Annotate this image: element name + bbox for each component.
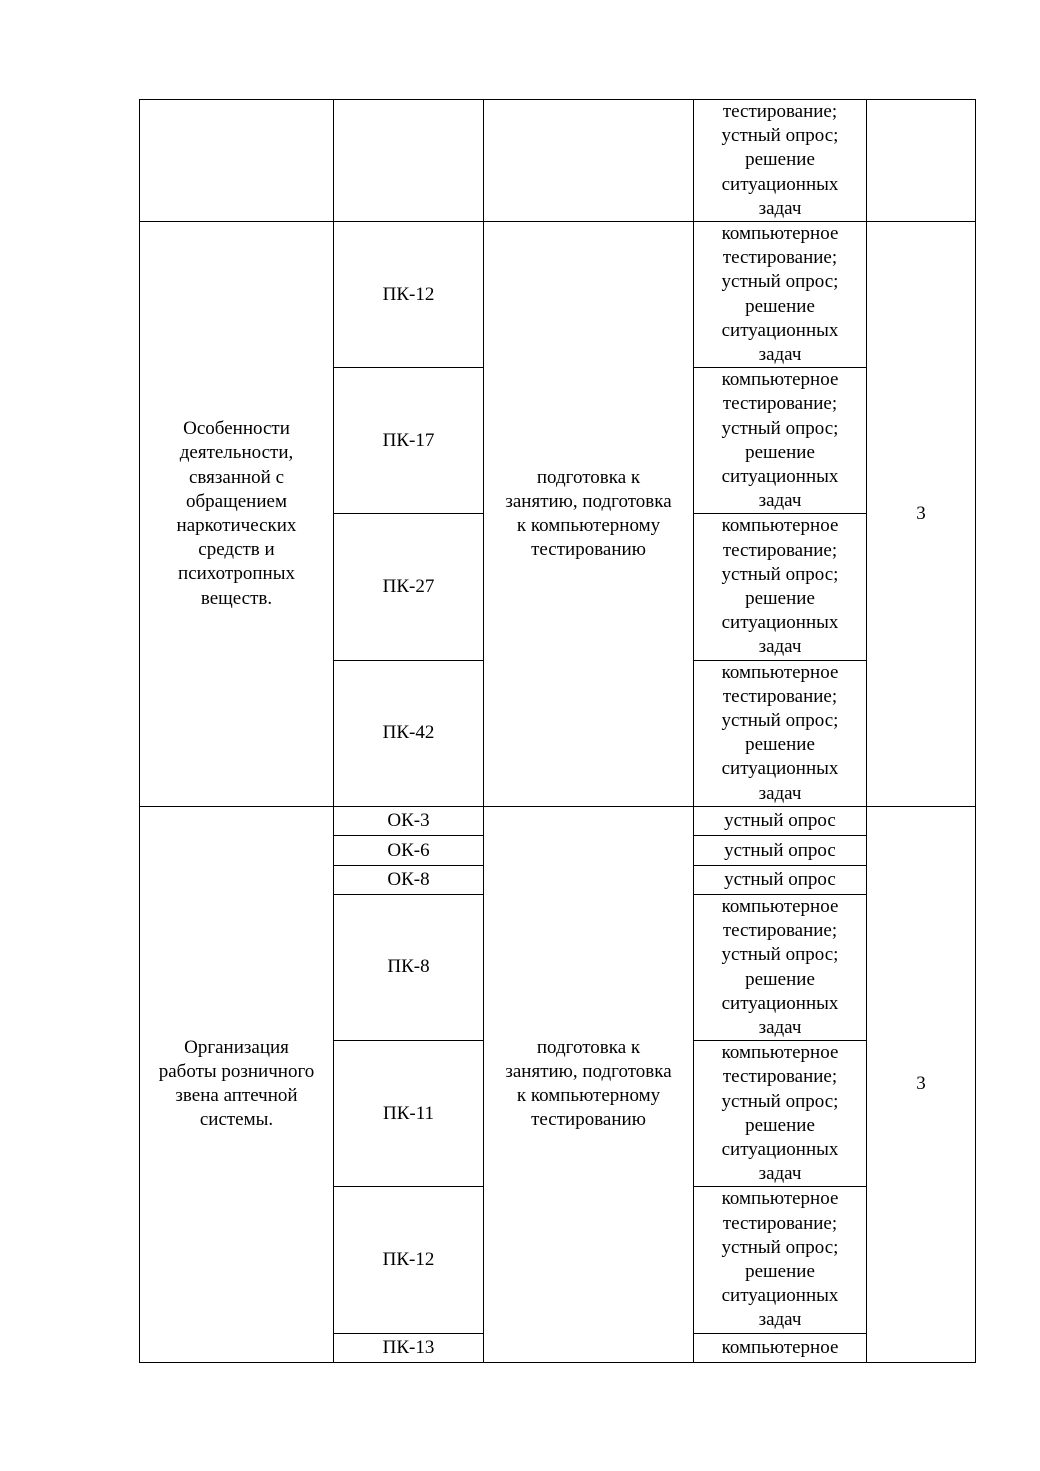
topic-cell-empty <box>140 100 334 222</box>
competency-code: ПК-42 <box>382 722 435 744</box>
assessment-cell <box>694 222 867 368</box>
competency-cell <box>334 660 484 806</box>
competency-cell <box>334 368 484 514</box>
competency-code: ПК-27 <box>382 575 435 597</box>
assessment-cell <box>694 1041 867 1187</box>
competency-code: ОК-8 <box>387 869 430 891</box>
assessment-cell <box>694 1187 867 1333</box>
assessment-text: компьютерное тестирование; устный опрос; решение ситуационных задач <box>721 515 839 658</box>
assessment-cell <box>694 835 867 865</box>
table-row <box>140 100 976 222</box>
assessment-cell <box>694 806 867 835</box>
competency-cell <box>334 514 484 660</box>
table-row <box>140 222 976 368</box>
assessment-text: компьютерное <box>721 1337 839 1359</box>
assessment-text: тестирование; устный опрос; решение ситуационных задач <box>721 101 839 219</box>
topic-cell <box>140 806 334 1362</box>
competency-code: ПК-12 <box>382 1248 435 1270</box>
competency-code: ПК-11 <box>382 1102 435 1124</box>
work-cell <box>484 806 694 1362</box>
competency-cell <box>334 806 484 835</box>
competency-code: ПК-8 <box>387 956 430 978</box>
hours-cell <box>867 222 976 807</box>
assessment-text: компьютерное тестирование; устный опрос; решение ситуационных задач <box>721 1188 839 1331</box>
work-text: подготовка к занятию, подготовка к компьютерному тестированию <box>505 466 672 561</box>
competency-code: ОК-3 <box>387 810 430 832</box>
topic-cell <box>140 222 334 807</box>
competency-cell <box>334 222 484 368</box>
hours-value: 3 <box>916 1073 926 1095</box>
competency-code: ОК-6 <box>387 839 430 861</box>
assessment-text: компьютерное тестирование; устный опрос; решение ситуационных задач <box>721 369 839 512</box>
competency-table <box>139 99 976 1363</box>
assessment-text: устный опрос <box>724 869 836 891</box>
competency-cell <box>334 1187 484 1333</box>
hours-cell-empty <box>867 100 976 222</box>
assessment-cell <box>694 865 867 894</box>
topic-text: Особенности деятельности, связанной с обращением наркотических средств и психотропных веществ. <box>176 418 297 609</box>
hours-cell <box>867 806 976 1362</box>
work-text: подготовка к занятию, подготовка к компьютерному тестированию <box>505 1036 672 1131</box>
assessment-cell <box>694 514 867 660</box>
competency-cell <box>334 865 484 894</box>
competency-code: ПК-17 <box>382 429 435 451</box>
assessment-text: компьютерное тестирование; устный опрос; решение ситуационных задач <box>721 223 839 366</box>
competency-cell <box>334 835 484 865</box>
table-row <box>140 806 976 835</box>
competency-cell <box>334 894 484 1040</box>
assessment-text: компьютерное тестирование; устный опрос; решение ситуационных задач <box>721 1042 839 1185</box>
topic-text: Организация работы розничного звена аптечной системы. <box>158 1036 315 1131</box>
assessment-cell <box>694 1333 867 1362</box>
hours-value: 3 <box>916 502 926 524</box>
assessment-cell <box>694 894 867 1040</box>
assessment-text: устный опрос <box>724 839 836 861</box>
competency-cell <box>334 1041 484 1187</box>
competency-code: ПК-12 <box>382 283 435 305</box>
work-cell-empty <box>484 100 694 222</box>
assessment-cell <box>694 368 867 514</box>
assessment-text: компьютерное тестирование; устный опрос; решение ситуационных задач <box>721 895 839 1038</box>
competency-code: ПК-13 <box>382 1337 435 1359</box>
assessment-text: компьютерное тестирование; устный опрос; решение ситуационных задач <box>721 661 839 804</box>
competency-cell <box>334 1333 484 1362</box>
competency-cell-empty <box>334 100 484 222</box>
assessment-cell <box>694 660 867 806</box>
work-cell <box>484 222 694 807</box>
assessment-cell <box>694 100 867 222</box>
assessment-text: устный опрос <box>724 810 836 832</box>
